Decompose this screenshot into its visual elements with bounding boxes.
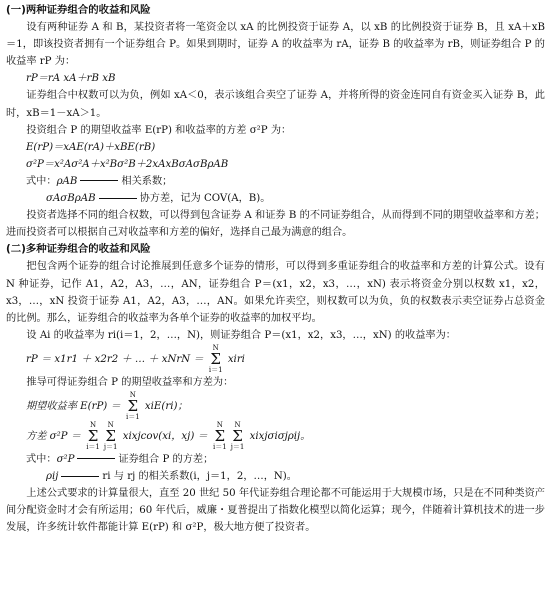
paragraph-two-securities-setup: 设有两种证券 A 和 B，某投资者将一笔资金以 xA 的比例投资于证券 A，以 xB 的比例投资于证券 B，且 xA＋xB＝1，即该投资者拥有一个证券组合 P。如果到期时，证券 A 的收益率为 rA，证券 B 的收益率为 rB，则证券组合 P 的收益率 rP 为： xyxy=(6,22,545,68)
rho-description: 相关系数； xyxy=(121,175,173,187)
dash-rule xyxy=(99,198,137,199)
dash-rule xyxy=(77,458,115,459)
paragraph-computation-history: 上述公式要求的计算量很大，直至 20 世纪 50 年代证券组合理论都不可能运用于大规模市场，只是在不同种类资产间分配资金时才会有所运用；60 年代后，威廉・夏普提出了指数化模型以简化运算；现今，伴随着计算机技术的进一步发展，许多统计软件都能计算 E(rP) 和 σ²P，极大地方便了投资者。 xyxy=(6,488,545,534)
rho-symbol: ρAB xyxy=(56,175,78,187)
section-heading-two-securities: (一)两种证券组合的收益和风险 xyxy=(6,4,151,16)
rho-ij-symbol: ρij xyxy=(46,471,59,483)
paragraph-expected-return-variance: 投资组合 P 的期望收益率 E(rP) 和收益率的方差 σ²P 为： xyxy=(26,124,292,136)
expected-return-label: 期望收益率 E(rP) ＝ xyxy=(26,400,121,412)
summation-symbol: N Σ i＝1 xyxy=(213,420,227,451)
section-heading-multi-securities: (二)多种证券组合的收益和风险 xyxy=(6,243,151,256)
where-clause-correlation xyxy=(6,173,545,190)
covariance-description: 协方差，记为 COV(A，B)。 xyxy=(139,193,271,205)
where-label: 式中： xyxy=(26,175,57,187)
paragraph-investor-choice: 投资者选择不同的组合权数，可以得到包含证券 A 和证券 B 的不同证券组合，从而得到不同的期望收益率和方差；进而投资者可以根据自己对收益率和方差的偏好，选择自己最为满意的组合。 xyxy=(6,210,545,239)
equation-multi-return-left: rP ＝ x1r1 ＋ x2r2 ＋ … ＋ xNrN ＝ xyxy=(26,353,204,365)
where-clause-variance xyxy=(6,451,545,468)
paragraph-return-definition: 设 Ai 的收益率为 ri(i＝1，2，…，N)，则证券组合 P＝(x1，x2，x3，…，xN) 的收益率为： xyxy=(26,329,456,341)
summation-symbol: N Σ i＝1 xyxy=(208,343,223,374)
equation-multi-variance xyxy=(6,421,545,451)
equation-portfolio-return: rP＝rA xA＋rB xB xyxy=(26,73,116,85)
equation-expected-return: E(rP)＝xAE(rA)＋xBE(rB) xyxy=(26,141,156,153)
equation-multi-return-right: xiri xyxy=(227,353,245,365)
summation-symbol: N Σ j＝1 xyxy=(230,420,245,451)
summation-symbol: N Σ j＝1 xyxy=(103,420,118,451)
rho-ij-description: ri 与 rj 的相关系数(i，j＝1，2，…，N)。 xyxy=(102,471,297,483)
variance-right: xixjσiσjρij。 xyxy=(249,430,311,442)
summation-symbol: N Σ i＝1 xyxy=(125,390,140,421)
paragraph-multi-securities-setup: 把包含两个证券的组合讨论推展到任意多个证券的情形，可以得到多重证券组合的收益率和方差的计算公式。设有 N 种证券，记作 A1，A2，A3，…，AN，证券组合 P＝(x1，x2，x3，…，xN) 表示将资金分别以权数 x1，x2，x3，…，xN 投资于证券 A1，A2，A3，…，AN。如果允许卖空，则权数可以为负，负的权数表示卖空证券占总资金的比例。那么，证券组合的收益率为各单个证券的收益率的加权平均。 xyxy=(6,261,545,324)
covariance-term: σAσBρAB xyxy=(46,193,96,205)
where-clause-correlation-ij xyxy=(6,468,545,485)
paragraph-negative-weights: 证券组合中权数可以为负，例如 xA＜0，表示该组合卖空了证券 A，并将所得的资金连同自有资金买入证券 B，此时，xB＝1－xA＞1。 xyxy=(6,90,545,119)
variance-middle: xixjcov(xi，xj) ＝ xyxy=(122,430,208,442)
expected-return-right: xiE(ri)； xyxy=(144,400,188,412)
dash-rule xyxy=(61,476,99,477)
sigma-symbol: σ²P xyxy=(56,453,75,465)
equation-variance: σ²P＝x²Aσ²A＋x²Bσ²B＋2xAxBσAσBρAB xyxy=(26,158,229,170)
sigma-description: 证券组合 P 的方差； xyxy=(118,453,214,465)
equation-multi-expected-return xyxy=(6,391,545,421)
variance-label: 方差 σ²P ＝ xyxy=(26,430,81,442)
where-clause-covariance xyxy=(6,190,545,207)
equation-multi-return xyxy=(6,344,545,374)
summation-symbol: N Σ i＝1 xyxy=(86,420,100,451)
dash-rule xyxy=(80,180,118,181)
where-label: 式中： xyxy=(26,453,57,465)
paragraph-derivation: 推导可得证券组合 P 的期望收益率和方差为： xyxy=(26,376,234,388)
